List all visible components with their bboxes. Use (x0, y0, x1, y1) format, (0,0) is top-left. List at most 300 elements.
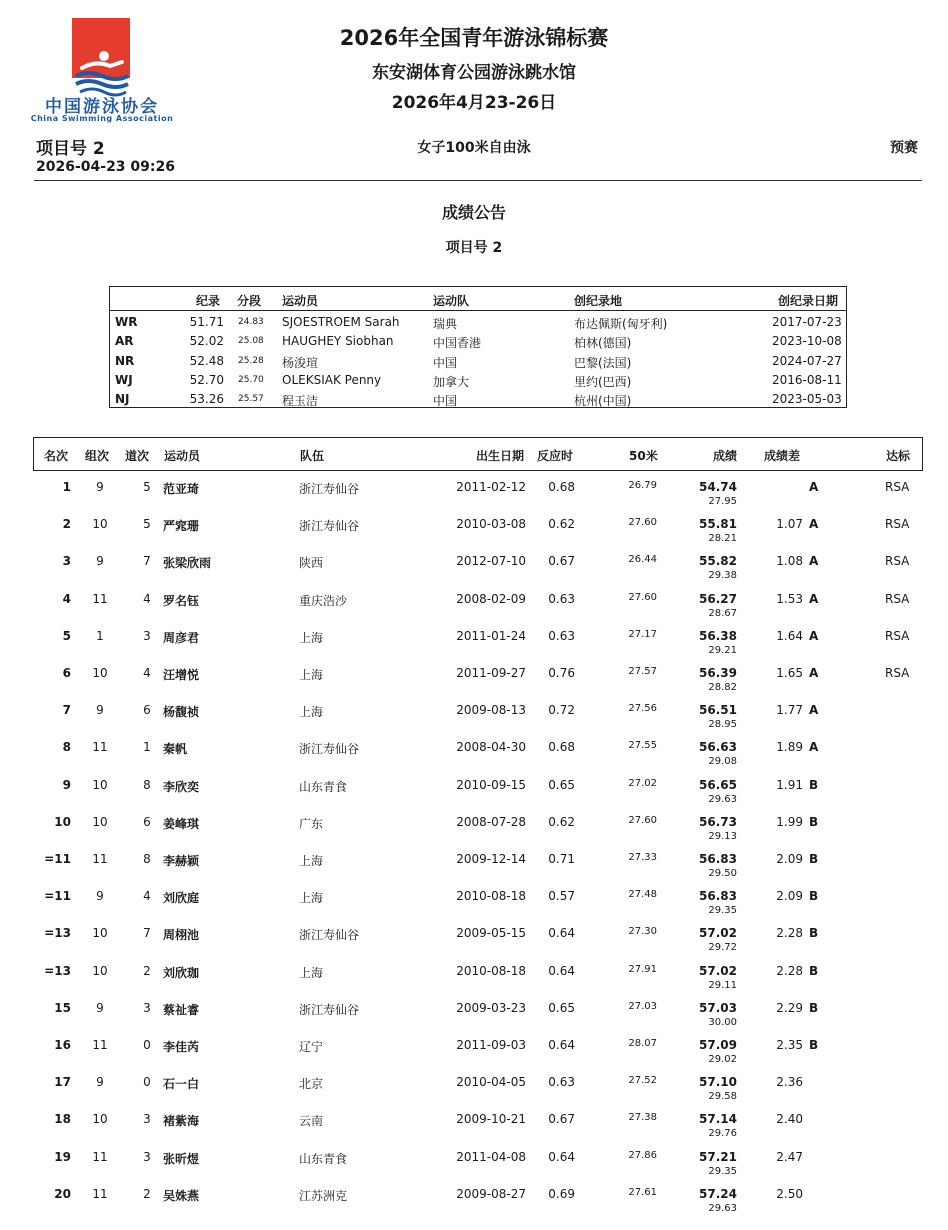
result-rank: 17 (54, 1075, 71, 1090)
results-header-lane: 道次 (125, 449, 150, 463)
result-row (33, 772, 921, 809)
result-heat: 10 (92, 517, 108, 532)
result-name: 褚紫海 (163, 1114, 200, 1129)
result-dob: 2012-07-10 (456, 554, 526, 569)
result-team: 浙江寿仙谷 (299, 519, 360, 534)
result-team: 浙江寿仙谷 (299, 1002, 360, 1017)
result-heat: 10 (92, 777, 108, 792)
result-time: 57.02 (699, 963, 737, 978)
result-diff: 2.29 (776, 1000, 803, 1015)
record-row (110, 352, 846, 371)
record-row (110, 390, 846, 409)
result-dob: 2010-08-18 (456, 963, 526, 978)
result-dob: 2008-02-09 (456, 591, 526, 606)
result-diff: 1.77 (776, 703, 803, 718)
result-team: 上海 (299, 854, 324, 868)
record-code: AR (115, 334, 134, 349)
result-name: 刘欣庭 (163, 891, 200, 906)
result-team: 山东青食 (299, 779, 348, 794)
result-level: A (809, 740, 819, 755)
result-heat: 11 (92, 1149, 108, 1164)
result-level: A (809, 628, 819, 643)
records-header-split: 分段 (237, 294, 262, 308)
result-time: 54.74 (699, 480, 737, 494)
result-rt: 0.65 (548, 1000, 575, 1015)
result-name: 罗名钰 (163, 593, 200, 608)
result-level: A (809, 554, 819, 569)
result-level: A (809, 703, 819, 718)
result-lane: 7 (143, 554, 151, 569)
results-header-qual: 达标 (886, 449, 911, 463)
result-diff: 2.50 (776, 1186, 803, 1201)
result-split: 29.63 (708, 1202, 737, 1214)
result-split: 29.72 (708, 942, 737, 954)
result-name: 姜峰琪 (163, 816, 200, 831)
result-lane: 6 (143, 814, 151, 829)
result-time: 56.27 (699, 591, 737, 606)
result-heat: 10 (92, 963, 108, 978)
result-name: 张梁欣雨 (163, 556, 212, 571)
result-dob: 2009-08-27 (456, 1186, 526, 1201)
results-header-rank: 名次 (44, 449, 69, 463)
section-title: 成绩公告 (441, 203, 506, 222)
result-row (33, 511, 921, 548)
result-level: B (809, 814, 819, 829)
record-date: 2016-08-11 (772, 372, 842, 387)
result-name: 秦帆 (163, 742, 188, 757)
result-diff: 2.28 (776, 926, 803, 941)
result-dob: 2009-05-15 (456, 926, 526, 941)
result-level: B (809, 852, 819, 866)
result-rt: 0.71 (548, 852, 575, 866)
result-time: 55.81 (699, 517, 737, 532)
result-heat: 11 (92, 1038, 108, 1052)
result-name: 吴姝燕 (163, 1188, 200, 1203)
result-rank: 7 (62, 703, 71, 718)
result-s50: 27.60 (628, 814, 657, 826)
result-name: 李佳芮 (163, 1040, 200, 1054)
result-split: 29.58 (708, 1091, 737, 1103)
result-s50: 27.55 (628, 740, 657, 752)
result-lane: 3 (143, 1149, 151, 1164)
result-team: 江苏洲克 (299, 1188, 348, 1203)
result-heat: 9 (96, 889, 104, 904)
result-s50: 27.48 (628, 889, 657, 901)
result-time: 57.14 (699, 1112, 737, 1127)
record-split: 25.28 (238, 355, 264, 366)
result-level: B (809, 889, 819, 904)
record-date: 2024-07-27 (772, 353, 842, 368)
result-level: B (809, 1000, 819, 1015)
result-diff: 2.47 (776, 1149, 803, 1164)
result-split: 27.95 (708, 496, 737, 507)
result-rank: 20 (54, 1186, 71, 1201)
record-athlete: 程玉洁 (282, 394, 319, 409)
result-rt: 0.63 (548, 628, 575, 643)
result-split: 29.63 (708, 793, 737, 805)
result-team: 上海 (299, 965, 324, 980)
record-place: 巴黎(法国) (574, 355, 632, 370)
result-lane: 7 (143, 926, 151, 941)
result-row (33, 995, 921, 1032)
result-s50: 27.02 (628, 777, 657, 789)
result-team: 浙江寿仙谷 (299, 482, 360, 496)
result-lane: 3 (143, 1112, 151, 1127)
result-rank: =11 (44, 889, 71, 904)
result-diff: 1.64 (776, 628, 803, 643)
result-dob: 2008-04-30 (456, 740, 526, 755)
record-split: 24.83 (238, 317, 264, 327)
result-row (33, 1032, 921, 1069)
result-split: 29.08 (708, 756, 737, 768)
result-split: 29.35 (708, 1165, 737, 1177)
result-time: 55.82 (699, 554, 737, 569)
result-dob: 2011-09-03 (456, 1038, 526, 1052)
result-level: B (809, 1038, 819, 1052)
event-timestamp: 2026-04-23 09:26 (36, 159, 175, 175)
record-split: 25.08 (238, 336, 264, 347)
result-row (33, 548, 921, 585)
result-rt: 0.64 (548, 963, 575, 978)
record-time: 51.71 (189, 315, 224, 329)
records-header-divider (110, 310, 846, 311)
results-header-time: 成绩 (713, 449, 738, 463)
result-qual: RSA (885, 628, 910, 643)
result-dob: 2011-09-27 (456, 666, 526, 680)
record-date: 2023-10-08 (772, 334, 842, 349)
result-name: 张昕煜 (163, 1151, 200, 1166)
record-athlete: 杨浚瑄 (282, 355, 319, 370)
result-rank: 16 (54, 1038, 71, 1052)
result-dob: 2011-04-08 (456, 1149, 526, 1164)
records-header-date: 创纪录日期 (778, 294, 839, 308)
result-name: 范亚琦 (163, 482, 200, 496)
result-s50: 27.86 (628, 1149, 657, 1161)
result-team: 上海 (299, 630, 324, 645)
result-name: 刘欣珈 (163, 965, 200, 980)
result-dob: 2011-01-24 (456, 628, 526, 643)
result-name: 周彦君 (163, 630, 200, 645)
result-dob: 2008-07-28 (456, 814, 526, 829)
result-team: 山东青食 (299, 1151, 348, 1166)
result-s50: 27.56 (628, 703, 657, 715)
result-rank: 3 (62, 554, 71, 569)
result-split: 29.50 (708, 868, 737, 879)
result-split: 29.35 (708, 905, 737, 917)
record-code: NJ (115, 392, 130, 407)
result-time: 56.65 (699, 777, 737, 792)
records-header-team: 运动队 (433, 294, 470, 308)
result-s50: 28.07 (628, 1038, 657, 1049)
result-rank: 18 (54, 1112, 71, 1127)
result-rank: 9 (62, 777, 71, 792)
result-dob: 2009-03-23 (456, 1000, 526, 1015)
result-heat: 11 (92, 740, 108, 755)
result-row (33, 846, 921, 883)
result-lane: 4 (143, 889, 151, 904)
result-level: A (809, 517, 819, 532)
result-name: 杨馥祯 (163, 705, 200, 720)
result-split: 28.21 (708, 533, 737, 545)
result-time: 56.51 (699, 703, 737, 718)
result-heat: 11 (92, 591, 108, 606)
record-code: NR (115, 353, 135, 368)
result-diff: 1.89 (776, 740, 803, 755)
result-lane: 5 (143, 517, 151, 532)
result-diff: 2.40 (776, 1112, 803, 1127)
event-round: 预赛 (890, 140, 918, 156)
result-split: 28.82 (708, 682, 737, 693)
result-name: 李欣奕 (163, 779, 200, 794)
result-dob: 2011-02-12 (456, 480, 526, 494)
result-s50: 27.30 (628, 926, 657, 938)
result-row (33, 1106, 921, 1143)
record-place: 布达佩斯(匈牙利) (574, 317, 668, 331)
result-time: 57.09 (699, 1038, 737, 1052)
record-time: 52.70 (189, 372, 224, 387)
result-rank: 8 (62, 740, 71, 755)
result-diff: 2.36 (776, 1075, 803, 1090)
venue-name: 东安湖体育公园游泳跳水馆 (372, 63, 576, 83)
result-row (33, 586, 921, 623)
result-rank: 4 (62, 591, 71, 606)
result-row (33, 958, 921, 995)
results-header-heat: 组次 (85, 449, 110, 463)
record-row (110, 332, 846, 351)
result-split: 29.21 (708, 644, 737, 656)
result-split: 28.95 (708, 719, 737, 731)
result-team: 云南 (299, 1114, 324, 1129)
record-place: 杭州(中国) (574, 394, 632, 409)
result-time: 56.83 (699, 889, 737, 904)
result-split: 29.11 (708, 979, 737, 991)
record-date: 2017-07-23 (772, 315, 842, 329)
result-team: 上海 (299, 705, 324, 720)
results-header-reaction: 反应时 (537, 449, 574, 463)
result-diff: 2.09 (776, 852, 803, 866)
records-header-record: 纪录 (196, 294, 221, 308)
result-rank: 19 (54, 1149, 71, 1164)
record-code: WJ (115, 372, 133, 387)
result-lane: 4 (143, 666, 151, 680)
result-heat: 9 (96, 703, 104, 718)
result-diff: 1.65 (776, 666, 803, 680)
result-split: 29.02 (708, 1054, 737, 1065)
record-team: 中国 (433, 394, 458, 409)
results-header (33, 437, 923, 471)
result-split: 29.76 (708, 1128, 737, 1140)
result-rt: 0.63 (548, 591, 575, 606)
result-time: 57.10 (699, 1075, 737, 1090)
result-dob: 2010-09-15 (456, 777, 526, 792)
result-level: A (809, 480, 819, 494)
result-level: B (809, 963, 819, 978)
result-name: 蔡祉睿 (163, 1002, 200, 1017)
result-row (33, 1181, 921, 1218)
record-place: 柏林(德国) (574, 336, 632, 351)
result-row (33, 474, 921, 511)
result-rt: 0.69 (548, 1186, 575, 1201)
result-team: 上海 (299, 668, 324, 682)
result-rank: 10 (54, 814, 71, 829)
logo-text-cn: 中国游泳协会 (45, 97, 159, 117)
result-level: A (809, 666, 819, 680)
record-split: 25.57 (238, 394, 264, 405)
result-dob: 2010-04-05 (456, 1075, 526, 1090)
header-divider (34, 180, 922, 181)
result-rank: 1 (62, 480, 71, 494)
result-rank: =13 (44, 963, 71, 978)
result-rt: 0.64 (548, 1038, 575, 1052)
result-rank: 6 (62, 666, 71, 680)
result-time: 56.38 (699, 628, 737, 643)
record-team: 中国香港 (433, 336, 482, 351)
result-time: 57.24 (699, 1186, 737, 1201)
result-lane: 0 (143, 1075, 151, 1090)
result-lane: 5 (143, 480, 151, 494)
result-heat: 10 (92, 926, 108, 941)
result-lane: 1 (143, 740, 151, 755)
result-rank: =13 (44, 926, 71, 941)
result-s50: 27.17 (628, 628, 657, 640)
result-lane: 6 (143, 703, 151, 718)
result-s50: 27.38 (628, 1112, 657, 1124)
result-time: 56.83 (699, 852, 737, 866)
result-lane: 2 (143, 1186, 151, 1201)
result-row (33, 809, 921, 846)
result-heat: 11 (92, 1186, 108, 1201)
result-heat: 10 (92, 814, 108, 829)
records-header-athlete: 运动员 (282, 294, 319, 308)
records-table (109, 286, 847, 408)
result-dob: 2010-03-08 (456, 517, 526, 532)
result-time: 57.21 (699, 1149, 737, 1164)
result-time: 56.73 (699, 814, 737, 829)
result-lane: 0 (143, 1038, 151, 1052)
result-diff: 2.35 (776, 1038, 803, 1052)
logo-text-en: China Swimming Association (30, 114, 174, 123)
result-rt: 0.72 (548, 703, 575, 718)
result-diff: 1.08 (776, 554, 803, 569)
result-s50: 26.44 (628, 554, 657, 566)
result-row (33, 1144, 921, 1181)
result-lane: 2 (143, 963, 151, 978)
result-split: 29.13 (708, 830, 737, 842)
result-heat: 11 (92, 852, 108, 866)
record-split: 25.70 (238, 374, 264, 385)
result-rank: =11 (44, 852, 71, 866)
result-heat: 9 (96, 1075, 104, 1090)
result-qual: RSA (885, 666, 910, 680)
result-lane: 3 (143, 628, 151, 643)
result-time: 57.02 (699, 926, 737, 941)
result-row (33, 623, 921, 660)
result-split: 30.00 (708, 1016, 737, 1028)
result-rt: 0.62 (548, 517, 575, 532)
result-s50: 27.60 (628, 517, 657, 529)
result-lane: 3 (143, 1000, 151, 1015)
result-name: 严窕珊 (163, 519, 200, 534)
result-qual: RSA (885, 517, 910, 532)
results-header-team: 队伍 (300, 449, 325, 463)
result-diff: 1.53 (776, 591, 803, 606)
result-rt: 0.68 (548, 480, 575, 494)
competition-title: 2026年全国青年游泳锦标赛 (339, 26, 609, 50)
result-rt: 0.62 (548, 814, 575, 829)
result-team: 上海 (299, 891, 324, 906)
result-rt: 0.76 (548, 666, 575, 680)
result-dob: 2009-10-21 (456, 1112, 526, 1127)
result-dob: 2010-08-18 (456, 889, 526, 904)
record-time: 52.48 (189, 353, 224, 368)
result-row (33, 734, 921, 771)
result-team: 浙江寿仙谷 (299, 742, 360, 757)
result-team: 广东 (299, 816, 324, 831)
result-dob: 2009-12-14 (456, 852, 526, 866)
result-lane: 8 (143, 852, 151, 866)
event-number: 项目号 2 (36, 139, 105, 159)
record-code: WR (115, 315, 138, 329)
record-time: 53.26 (189, 392, 224, 407)
result-s50: 26.79 (628, 480, 657, 491)
result-diff: 1.91 (776, 777, 803, 792)
record-team: 中国 (433, 355, 458, 370)
result-qual: RSA (885, 591, 910, 606)
result-heat: 9 (96, 554, 104, 569)
result-s50: 27.52 (628, 1075, 657, 1087)
result-team: 陕西 (299, 556, 324, 571)
result-s50: 27.60 (628, 591, 657, 603)
result-name: 石一白 (163, 1077, 200, 1092)
result-row (33, 660, 921, 697)
record-team: 加拿大 (433, 374, 470, 389)
result-name: 李赫颖 (163, 854, 200, 868)
result-rt: 0.67 (548, 554, 575, 569)
result-split: 28.67 (708, 607, 737, 619)
result-s50: 27.91 (628, 963, 657, 975)
result-time: 56.63 (699, 740, 737, 755)
results-header-athlete: 运动员 (164, 449, 201, 463)
result-team: 重庆浩沙 (299, 593, 348, 608)
record-row (110, 313, 846, 332)
record-team: 瑞典 (433, 317, 458, 331)
record-athlete: OLEKSIAK Penny (282, 372, 382, 387)
result-heat: 9 (96, 1000, 104, 1015)
section-subtitle: 项目号 2 (445, 240, 503, 256)
result-rt: 0.57 (548, 889, 575, 904)
record-row (110, 371, 846, 390)
competition-dates: 2026年4月23-26日 (391, 93, 557, 113)
result-diff: 1.07 (776, 517, 803, 532)
result-level: B (809, 926, 819, 941)
result-heat: 10 (92, 1112, 108, 1127)
result-split: 29.38 (708, 570, 737, 582)
result-row (33, 883, 921, 920)
result-team: 浙江寿仙谷 (299, 928, 360, 943)
result-lane: 8 (143, 777, 151, 792)
result-heat: 1 (96, 628, 104, 643)
result-row (33, 1069, 921, 1106)
result-qual: RSA (885, 554, 910, 569)
record-athlete: HAUGHEY Siobhan (282, 334, 394, 349)
result-s50: 27.33 (628, 852, 657, 863)
result-rank: 15 (54, 1000, 71, 1015)
results-header-dob: 出生日期 (476, 449, 525, 463)
result-rank: 5 (62, 628, 71, 643)
result-diff: 2.09 (776, 889, 803, 904)
result-name: 汪增悦 (163, 668, 200, 682)
result-row (33, 697, 921, 734)
